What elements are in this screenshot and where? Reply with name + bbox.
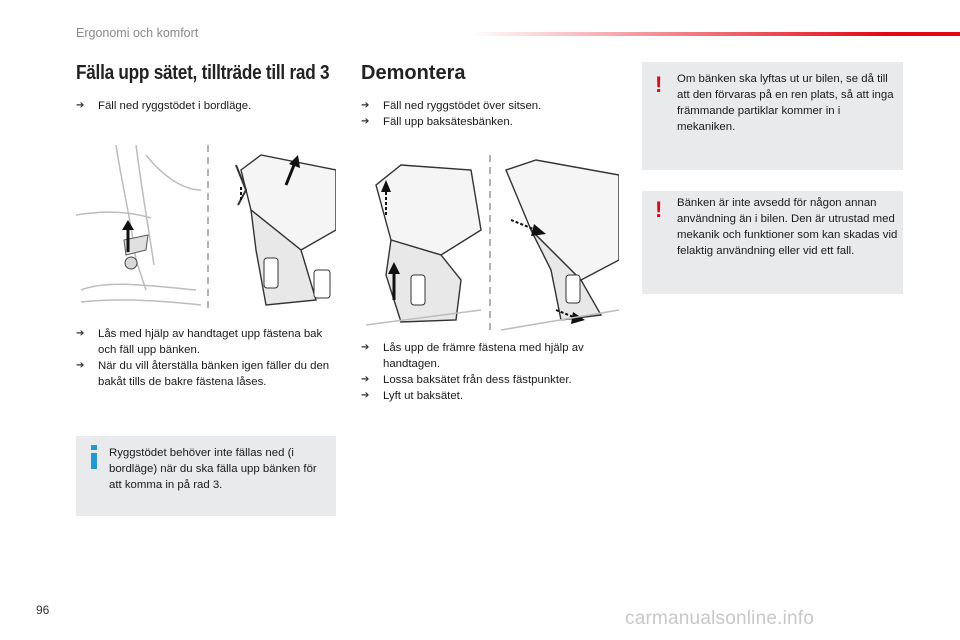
list-item: ➔ Lyft ut baksätet.: [361, 390, 463, 402]
arrow-bullet-icon: ➔: [361, 116, 370, 127]
bullet-list-fold-bottom: [76, 326, 336, 390]
arrow-bullet-icon: ➔: [76, 360, 85, 371]
info-text: Ryggstödet behöver inte fällas ned (i bordläge) när du ska fälla upp bänken för att komma in på rad 3.: [109, 447, 317, 491]
illustration-fold-seat: [76, 140, 336, 315]
list-item: ➔ Lossa baksätet från dess fästpunkter.: [361, 374, 572, 386]
seat-fold-drawing-icon: [76, 140, 336, 315]
header-accent-bar: [470, 32, 960, 36]
seat-removal-drawing-icon: [361, 150, 619, 335]
arrow-bullet-icon: ➔: [76, 100, 85, 111]
bullet-list-fold-top: [76, 98, 336, 114]
arrow-bullet-icon: ➔: [361, 342, 370, 353]
info-box: [76, 436, 336, 516]
arrow-bullet-icon: ➔: [361, 390, 370, 401]
section-heading-fold-seat: Fälla upp sätet, tillträde till rad 3: [76, 62, 330, 84]
bullet-list-remove-bottom: [361, 340, 616, 404]
warning-icon: !: [655, 197, 663, 222]
info-icon: [90, 445, 98, 469]
warning-box-storage: [642, 62, 903, 170]
bullet-list-remove-top: [361, 98, 621, 130]
arrow-bullet-icon: ➔: [361, 374, 370, 385]
warning-box-usage: [642, 191, 903, 294]
list-item: ➔ Fäll ned ryggstödet i bordläge.: [76, 100, 252, 112]
list-item: ➔ När du vill återställa bänken igen fäller du den bakåt tills de bakre fästena låses.: [76, 360, 330, 388]
chapter-title: Ergonomi och komfort: [76, 26, 199, 40]
warning-icon: !: [655, 72, 663, 97]
watermark: carmanualsonline.info: [625, 608, 815, 629]
list-item: ➔ Lås med hjälp av handtaget upp fästena bak och fäll upp bänken.: [76, 328, 323, 356]
warning-text: Bänken är inte avsedd för någon annan användning än i bilen. Den är utrustad med mekanik och funktioner som kan skadas vid felaktig användning eller vid ett fall.: [677, 197, 898, 257]
list-item: ➔ Fäll ned ryggstödet över sitsen.: [361, 100, 542, 112]
arrow-bullet-icon: ➔: [361, 100, 370, 111]
list-item: ➔ Fäll upp baksätesbänken.: [361, 116, 513, 128]
list-item: ➔ Lås upp de främre fästena med hjälp av handtagen.: [361, 342, 584, 370]
warning-text: Om bänken ska lyftas ut ur bilen, se då till att den förvaras på en ren plats, så att inga främmande partiklar kommer in i mekaniken.: [677, 73, 894, 133]
illustration-remove-seat: [361, 150, 619, 335]
page-number: 96: [36, 603, 50, 617]
section-heading-remove: Demontera: [361, 62, 466, 84]
arrow-bullet-icon: ➔: [76, 328, 85, 339]
